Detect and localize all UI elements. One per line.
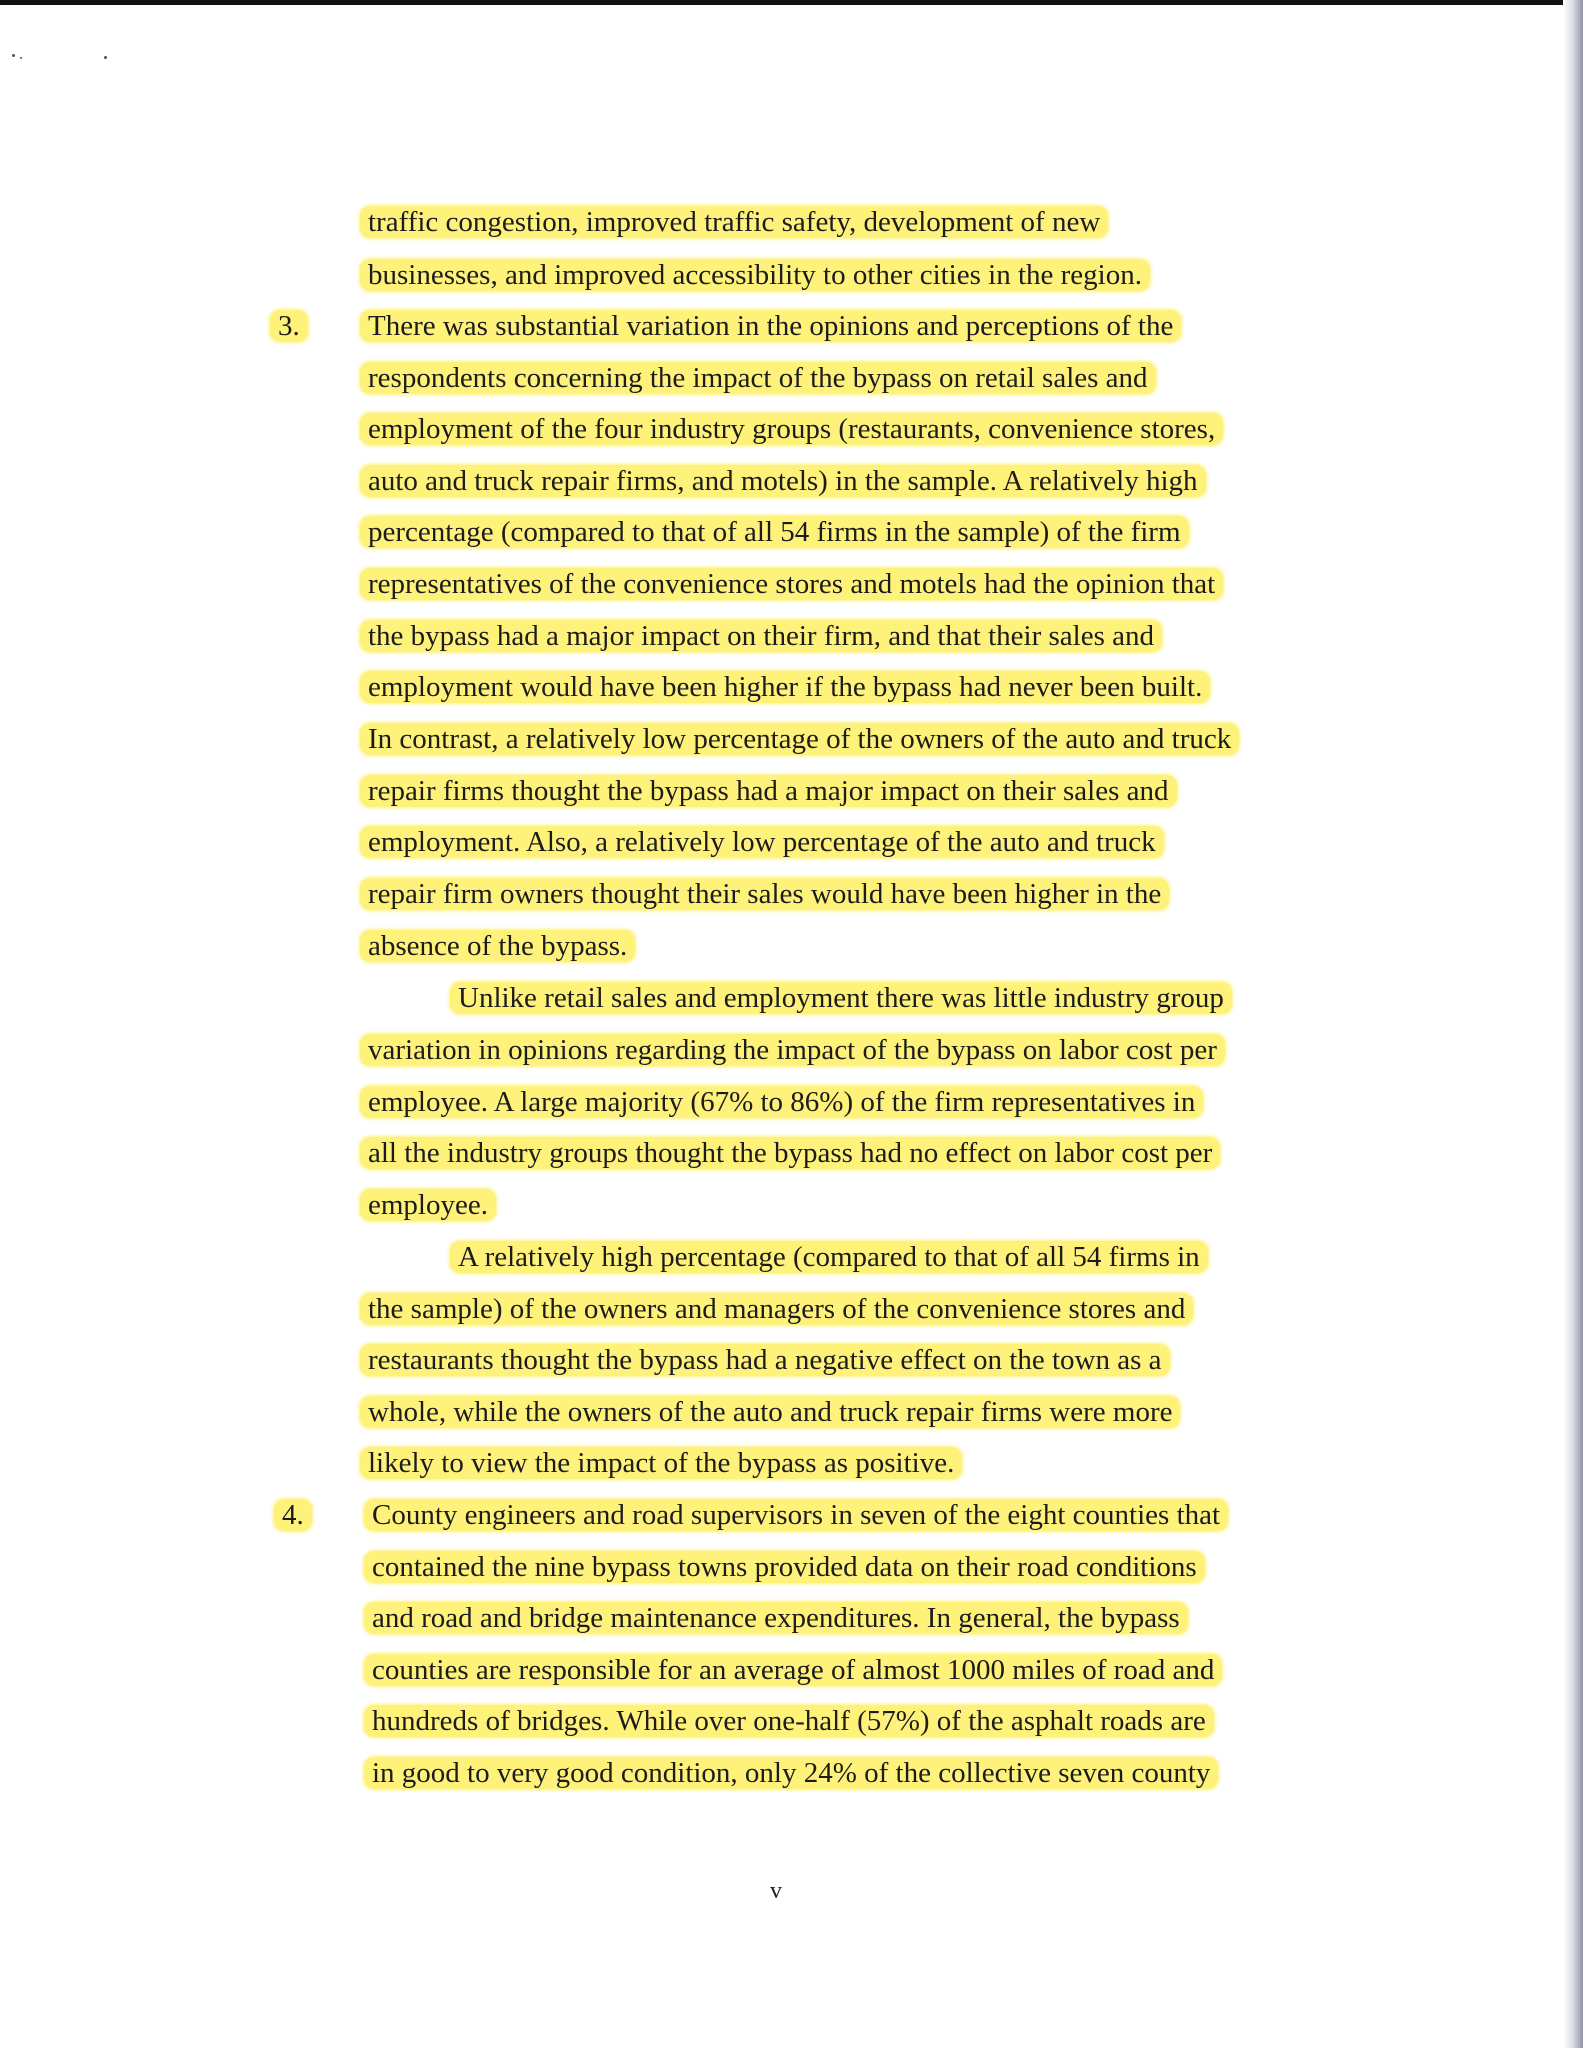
body-line: repair firms thought the bypass had a major impact on their sales and <box>360 772 1177 810</box>
body-line: counties are responsible for an average of almost 1000 miles of road and <box>364 1651 1222 1689</box>
body-line: representatives of the convenience stores and motels had the opinion that <box>360 565 1223 603</box>
body-line: hundreds of bridges. While over one-half (57%) of the asphalt roads are <box>364 1702 1214 1740</box>
list-item-number: 3. <box>270 307 308 345</box>
page-number: v <box>770 1878 782 1904</box>
body-line: respondents concerning the impact of the bypass on retail sales and <box>360 359 1156 397</box>
body-line: employment. Also, a relatively low percentage of the auto and truck <box>360 823 1164 861</box>
scan-speck <box>20 57 22 59</box>
body-line: County engineers and road supervisors in seven of the eight counties that <box>364 1496 1228 1534</box>
body-line: absence of the bypass. <box>360 927 635 965</box>
body-line: in good to very good condition, only 24% of the collective seven county <box>364 1754 1218 1792</box>
body-line: businesses, and improved accessibility to other cities in the region. <box>360 256 1150 294</box>
body-line: Unlike retail sales and employment there was little industry group <box>450 979 1232 1017</box>
body-line: percentage (compared to that of all 54 firms in the sample) of the firm <box>360 513 1189 551</box>
body-line: employment would have been higher if the bypass had never been built. <box>360 668 1210 706</box>
body-line: the sample) of the owners and managers of the convenience stores and <box>360 1290 1193 1328</box>
scan-right-edge <box>1563 0 1583 2048</box>
list-item-number: 4. <box>274 1496 312 1534</box>
body-line: employment of the four industry groups (restaurants, convenience stores, <box>360 410 1223 448</box>
body-line: repair firm owners thought their sales would have been higher in the <box>360 875 1169 913</box>
scan-speck <box>12 54 15 57</box>
body-line: traffic congestion, improved traffic safety, development of new <box>360 203 1108 241</box>
body-line: auto and truck repair firms, and motels) in the sample. A relatively high <box>360 462 1206 500</box>
body-line: restaurants thought the bypass had a negative effect on the town as a <box>360 1341 1170 1379</box>
body-line: the bypass had a major impact on their firm, and that their sales and <box>360 617 1162 655</box>
scan-top-border <box>0 0 1583 5</box>
body-line: whole, while the owners of the auto and truck repair firms were more <box>360 1393 1180 1431</box>
body-line: and road and bridge maintenance expenditures. In general, the bypass <box>364 1599 1188 1637</box>
body-line: In contrast, a relatively low percentage of the owners of the auto and truck <box>360 720 1239 758</box>
body-line: A relatively high percentage (compared to that of all 54 firms in <box>450 1238 1208 1276</box>
body-line: all the industry groups thought the bypass had no effect on labor cost per <box>360 1134 1220 1172</box>
body-line: There was substantial variation in the opinions and perceptions of the <box>360 307 1181 345</box>
scan-speck <box>104 56 107 59</box>
body-line: employee. <box>360 1186 496 1224</box>
body-line: employee. A large majority (67% to 86%) of the firm representatives in <box>360 1083 1203 1121</box>
body-line: variation in opinions regarding the impact of the bypass on labor cost per <box>360 1031 1225 1069</box>
body-line: likely to view the impact of the bypass as positive. <box>360 1444 962 1482</box>
body-line: contained the nine bypass towns provided data on their road conditions <box>364 1548 1205 1586</box>
